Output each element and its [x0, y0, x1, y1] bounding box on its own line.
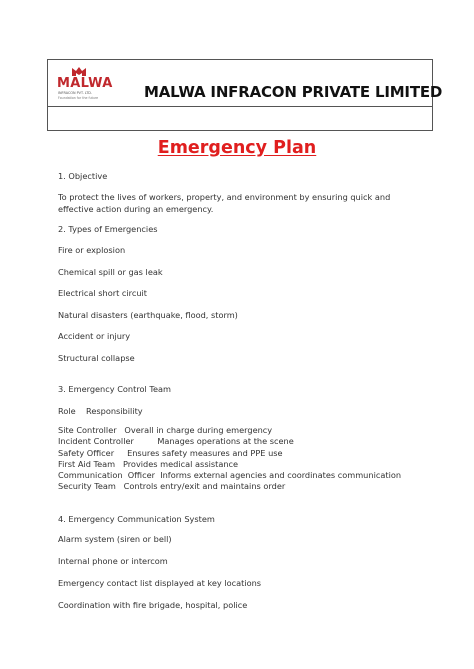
- types-item-3: Electrical short circuit: [58, 288, 148, 298]
- communication-heading: 4. Emergency Communication System: [58, 514, 215, 524]
- logo-name: MALWA: [57, 76, 113, 91]
- header-box: [47, 59, 443, 131]
- communication-item-2: Internal phone or intercom: [58, 556, 168, 566]
- company-logo: [57, 66, 119, 102]
- team-row-5: Communication Officer Informs external agencies and coordinates communication: [58, 470, 402, 480]
- team-row-6: Security Team Controls entry/exit and maintains order: [58, 481, 286, 491]
- team-heading: 3. Emergency Control Team: [58, 384, 172, 394]
- team-header-responsibility: Responsibility: [86, 406, 143, 416]
- types-item-5: Accident or injury: [58, 331, 131, 341]
- communication-item-3: Emergency contact list displayed at key locations: [58, 578, 262, 588]
- communication-item-4: Coordination with fire brigade, hospital, police: [58, 600, 248, 610]
- logo-subtitle: INFRACON PVT. LTD.: [58, 91, 92, 95]
- objective-text: To protect the lives of workers, property, and environment by ensuring quick and effective action during an emergency.: [58, 192, 391, 214]
- logo-tagline: Foundation for the future: [58, 96, 99, 100]
- types-item-2: Chemical spill or gas leak: [58, 267, 163, 277]
- team-header-role: Role: [58, 406, 76, 416]
- types-heading: 2. Types of Emergencies: [58, 224, 158, 234]
- team-row-3: Safety Officer Ensures safety measures and PPE use: [58, 448, 283, 458]
- header-divider: [48, 106, 432, 107]
- team-row-1: Site Controller Overall in charge during emergency: [58, 425, 273, 435]
- team-row-2: Incident Controller Manages operations at the scene: [58, 436, 294, 446]
- objective-heading: 1. Objective: [58, 171, 108, 181]
- types-item-6: Structural collapse: [58, 353, 135, 363]
- logo-mark-icon: [72, 66, 86, 76]
- types-item-1: Fire or explosion: [58, 245, 126, 255]
- team-row-4: First Aid Team Provides medical assistance: [58, 459, 239, 469]
- company-name: MALWA INFRACON PRIVATE LIMITED: [144, 83, 443, 101]
- communication-item-1: Alarm system (siren or bell): [58, 534, 172, 544]
- document-title: Emergency Plan: [157, 138, 317, 158]
- types-item-4: Natural disasters (earthquake, flood, storm): [58, 310, 238, 320]
